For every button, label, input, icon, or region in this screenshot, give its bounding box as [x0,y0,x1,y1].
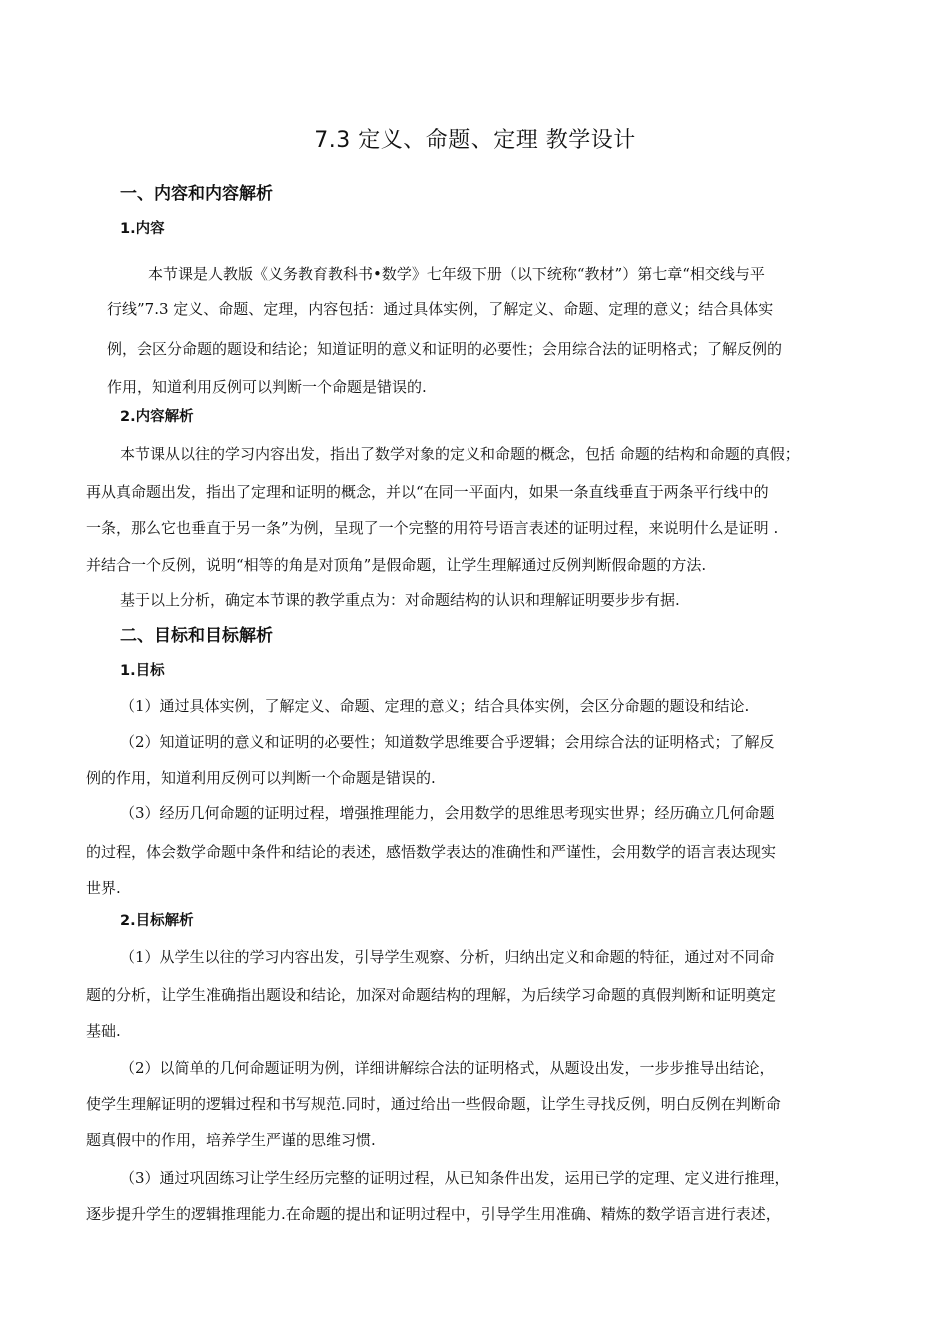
goal-analysis-line-6: 题真假中的作用，培养学生严谨的思维习惯. [86,1131,376,1149]
goal-line-4: （3）经历几何命题的证明过程，增强推理能力，会用数学的思维思考现实世界；经历确立几何命题 [120,804,775,822]
subheading-content-analysis: 2.内容解析 [120,409,194,425]
goal-line-6: 世界. [86,879,121,897]
goal-line-2: （2）知道证明的意义和证明的必要性；知道数学思维要合乎逻辑；会用综合法的证明格式；了解反 [120,733,775,751]
goal-line-1: （1）通过具体实例，了解定义、命题、定理的意义；结合具体实例，会区分命题的题设和结论. [120,697,750,715]
analysis-line-1: 本节课从以往的学习内容出发，指出了数学对象的定义和命题的概念，包括 命题的结构和命题的真假； [120,445,800,463]
goal-analysis-line-3: 基础. [86,1022,121,1040]
subheading-content: 1.内容 [120,221,165,237]
goal-analysis-line-7: （3）通过巩固练习让学生经历完整的证明过程，从已知条件出发，运用已学的定理、定义进行推理， [120,1169,790,1187]
section-heading-goals: 二、目标和目标解析 [120,626,273,646]
goal-analysis-line-5: 使学生理解证明的逻辑过程和书写规范.同时，通过给出一些假命题，让学生寻找反例，明白反例在判断命 [86,1095,781,1113]
goal-line-3: 例的作用，知道利用反例可以判断一个命题是错误的. [86,769,436,787]
goal-analysis-line-1: （1）从学生以往的学习内容出发，引导学生观察、分析，归纳出定义和命题的特征，通过对不同命 [120,948,775,966]
page-title: 7.3 定义、命题、定理 教学设计 [314,128,636,153]
section-heading-content: 一、内容和内容解析 [120,184,273,204]
goal-analysis-line-4: （2）以简单的几何命题证明为例，详细讲解综合法的证明格式，从题设出发，一步步推导出结论， [120,1059,775,1077]
subheading-goals: 1.目标 [120,663,165,679]
goal-analysis-line-8: 逐步提升学生的逻辑推理能力.在命题的提出和证明过程中，引导学生用准确、精炼的数学语言进行表述， [86,1205,781,1223]
analysis-line-3: 一条，那么它也垂直于另一条”为例，呈现了一个完整的用符号语言表述的证明过程，来说明什么是证明 . [86,519,779,537]
content-line-3: 例，会区分命题的题设和结论；知道证明的意义和证明的必要性；会用综合法的证明格式；了解反例的 [107,340,783,358]
content-line-4: 作用，知道利用反例可以判断一个命题是错误的. [107,378,427,396]
analysis-line-2: 再从真命题出发，指出了定理和证明的概念，并以“在同一平面内，如果一条直线垂直于两条平行线中的 [86,483,769,501]
subheading-goal-analysis: 2.目标解析 [120,913,194,929]
content-line-2: 行线”7.3 定义、命题、定理，内容包括：通过具体实例，了解定义、命题、定理的意义；结合具体实 [107,300,774,318]
goal-line-5: 的过程，体会数学命题中条件和结论的表述，感悟数学表达的准确性和严谨性，会用数学的语言表达现实 [86,843,777,861]
analysis-line-5: 基于以上分析，确定本节课的教学重点为：对命题结构的认识和理解证明要步步有据. [120,591,680,609]
analysis-line-4: 并结合一个反例，说明“相等的角是对顶角”是假命题，让学生理解通过反例判断假命题的方法. [86,556,707,574]
content-line-1: 本节课是人教版《义务教育教科书•数学》七年级下册（以下统称“教材”）第七章“相交线与平 [148,265,765,283]
goal-analysis-line-2: 题的分析，让学生准确指出题设和结论，加深对命题结构的理解，为后续学习命题的真假判断和证明奠定 [86,986,777,1004]
